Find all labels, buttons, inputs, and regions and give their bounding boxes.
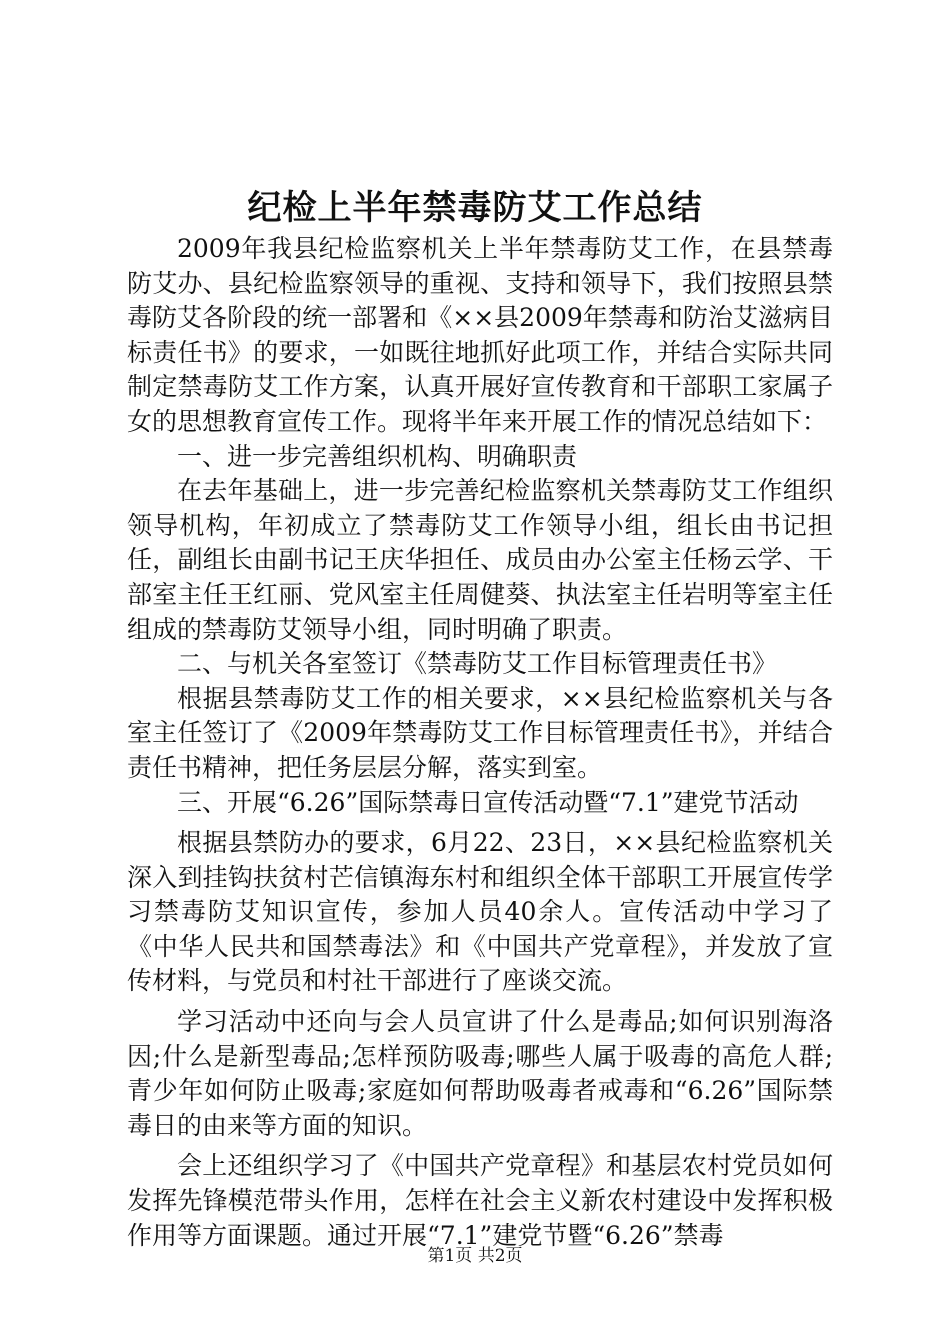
document-title: 纪检上半年禁毒防艾工作总结 (247, 188, 703, 228)
document-body (127, 232, 833, 1253)
paragraph-party-study: 会上还组织学习了《中国共产党章程》和基层农村党员如何发挥先锋模范带头作用，怎样在社会主义新农村建设中发挥积极作用等方面课题。通过开展“7.1”建党节暨“6.26”禁毒 (127, 1151, 833, 1250)
paragraph-section-1: 在去年基础上，进一步完善纪检监察机关禁毒防艾工作组织领导机构，年初成立了禁毒防艾工作领导小组，组长由书记担任，副组长由副书记王庆华担任、成员由办公室主任杨云学、干部室主任王红丽、党风室主任周健葵、执法室主任岩明等室主任组成的禁毒防艾领导小组，同时明确了职责。 (127, 476, 833, 644)
paragraph-section-2: 根据县禁毒防艾工作的相关要求，××县纪检监察机关与各室主任签订了《2009年禁毒防艾工作目标管理责任书》，并结合责任书精神，把任务层层分解，落实到室。 (127, 683, 833, 782)
section-heading-1: 一、进一步完善组织机构、明确职责 (177, 441, 578, 471)
paragraph-section-3: 根据县禁防办的要求，6月22、23日，××县纪检监察机关深入到挂钩扶贫村芒信镇海东村和组织全体干部职工开展宣传学习禁毒防艾知识宣传，参加人员40余人。宣传活动中学习了《中华人民共和国禁毒法》和《中国共产党章程》，并发放了宣传材料，与党员和村社干部进行了座谈交流。 (127, 828, 833, 996)
page-footer: 第1页 共2页 (427, 1246, 523, 1266)
paragraph-intro: 2009年我县纪检监察机关上半年禁毒防艾工作，在县禁毒防艾办、县纪检监察领导的重视、支持和领导下，我们按照县禁毒防艾各阶段的统一部署和《××县2009年禁毒和防治艾滋病目标责任书》的要求，一如既往地抓好此项工作，并结合实际共同制定禁毒防艾工作方案，认真开展好宣传教育和干部职工家属子女的思想教育宣传工作。现将半年来开展工作的情况总结如下： (127, 234, 833, 436)
paragraph-knowledge: 学习活动中还向与会人员宣讲了什么是毒品;如何识别海洛因;什么是新型毒品;怎样预防吸毒;哪些人属于吸毒的高危人群;青少年如何防止吸毒;家庭如何帮助吸毒者戒毒和“6.26”国际禁毒日的由来等方面的知识。 (127, 1007, 833, 1140)
section-heading-3: 三、开展“6.26”国际禁毒日宣传活动暨“7.1”建党节活动 (177, 787, 799, 817)
section-heading-2: 二、与机关各室签订《禁毒防艾工作目标管理责任书》 (177, 649, 778, 679)
